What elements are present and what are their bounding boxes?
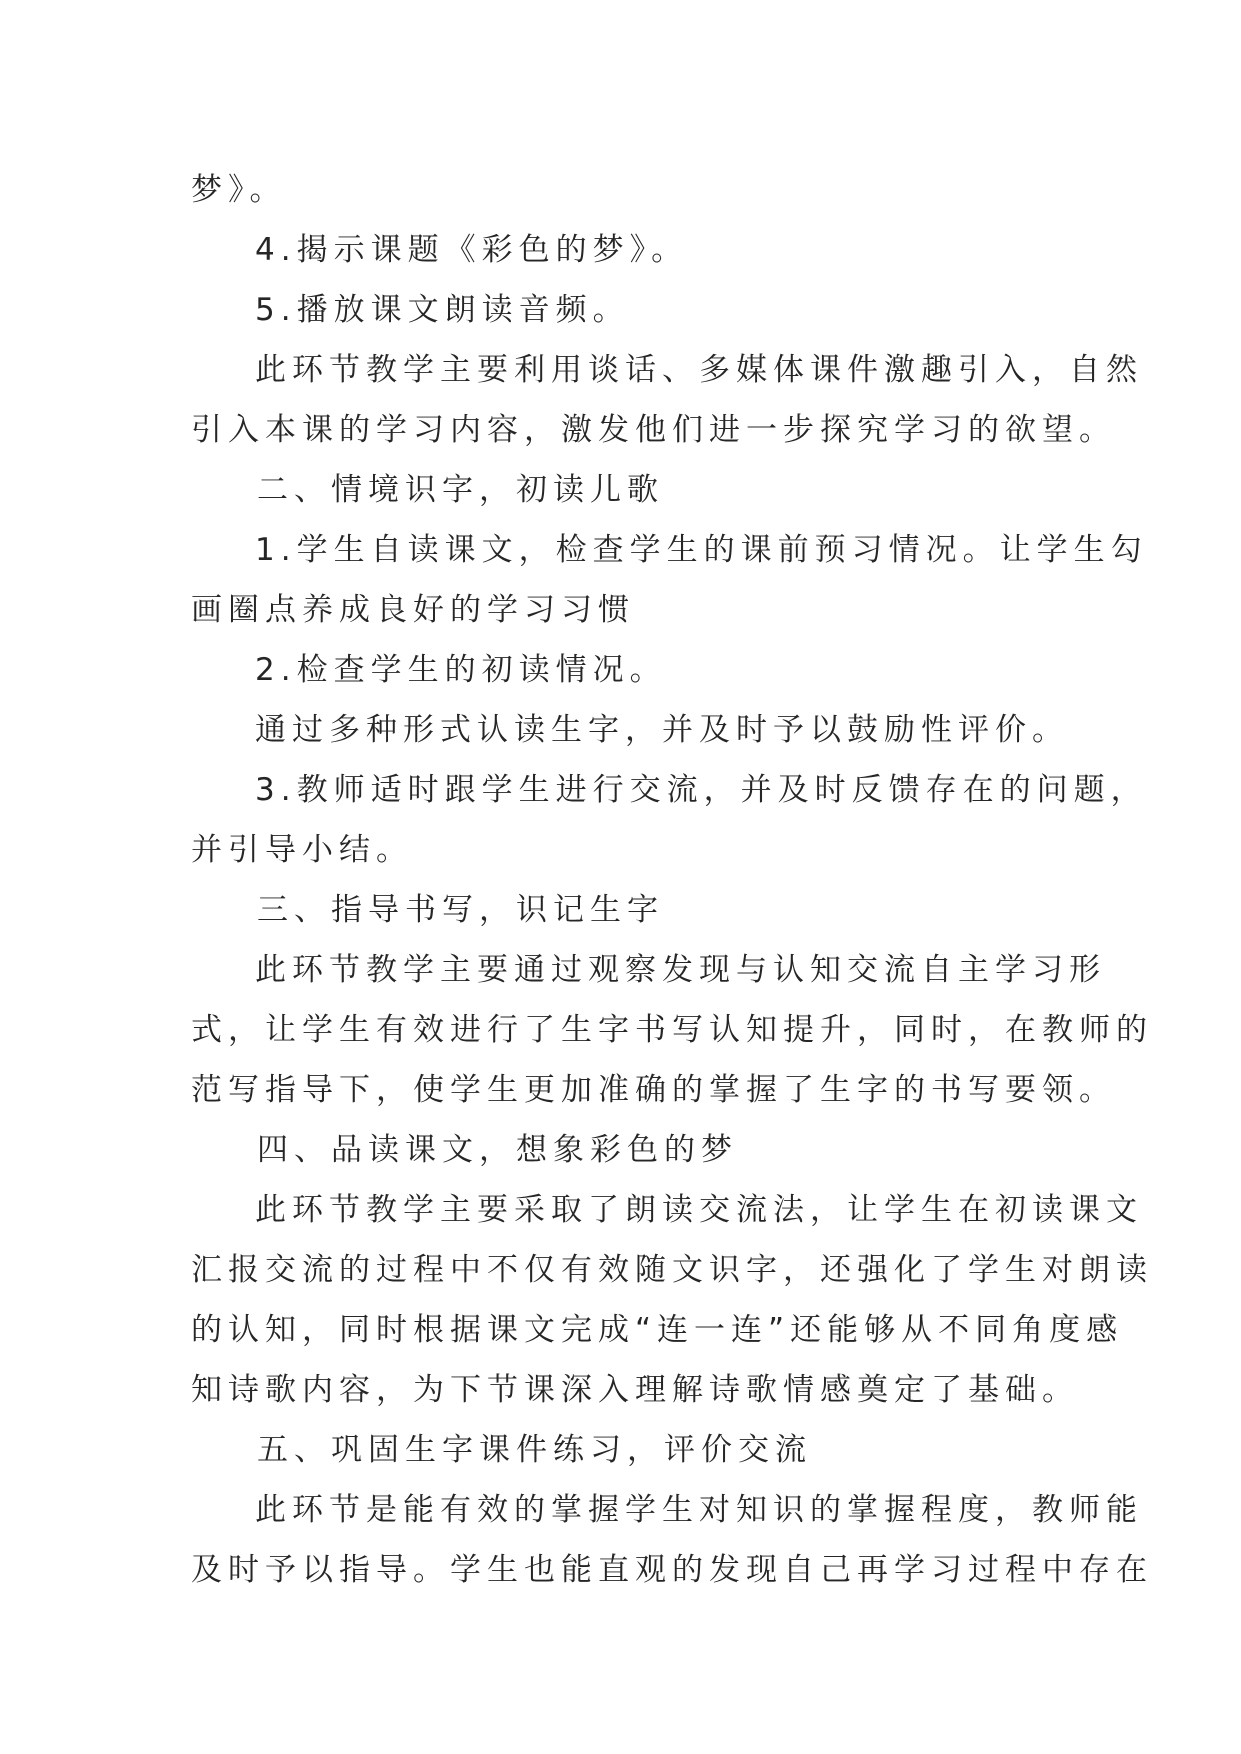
text-line-8: 画圈点养成良好的学习习惯 bbox=[191, 592, 635, 628]
section-heading-4: 四、品读课文，想象彩色的梦 bbox=[257, 1132, 738, 1168]
text-line-5: 引入本课的学习内容，激发他们进一步探究学习的欲望。 bbox=[191, 412, 1116, 448]
text-line-3: 5.播放课文朗读音频。 bbox=[255, 292, 630, 328]
section-heading-3: 三、指导书写，识记生字 bbox=[257, 892, 664, 928]
text-line-10: 通过多种形式认读生字，并及时予以鼓励性评价。 bbox=[255, 712, 1069, 748]
text-line-24: 及时予以指导。学生也能直观的发现自己再学习过程中存在 bbox=[191, 1552, 1153, 1588]
section-heading-5: 五、巩固生字课件练习，评价交流 bbox=[257, 1432, 812, 1468]
text-line-15: 式，让学生有效进行了生字书写认知提升，同时，在教师的 bbox=[191, 1012, 1153, 1048]
text-line-7: 1.学生自读课文，检查学生的课前预习情况。让学生勾 bbox=[255, 532, 1148, 568]
text-line-21: 知诗歌内容，为下节课深入理解诗歌情感奠定了基础。 bbox=[191, 1372, 1079, 1408]
text-line-20: 的认知，同时根据课文完成“连一连”还能够从不同角度感 bbox=[191, 1312, 1124, 1348]
text-line-1: 梦》。 bbox=[191, 172, 287, 208]
text-line-11: 3.教师适时跟学生进行交流，并及时反馈存在的问题， bbox=[255, 772, 1148, 808]
document-body bbox=[191, 160, 1153, 1600]
text-line-19: 汇报交流的过程中不仅有效随文识字，还强化了学生对朗读 bbox=[191, 1252, 1153, 1288]
text-line-16: 范写指导下，使学生更加准确的掌握了生字的书写要领。 bbox=[191, 1072, 1116, 1108]
text-line-2: 4.揭示课题《彩色的梦》。 bbox=[255, 232, 689, 268]
text-line-4: 此环节教学主要利用谈话、多媒体课件激趣引入，自然 bbox=[255, 352, 1143, 388]
text-line-9: 2.检查学生的初读情况。 bbox=[255, 652, 667, 688]
text-line-12: 并引导小结。 bbox=[191, 832, 413, 868]
text-line-14: 此环节教学主要通过观察发现与认知交流自主学习形 bbox=[255, 952, 1106, 988]
section-heading-2: 二、情境识字，初读儿歌 bbox=[257, 472, 664, 508]
text-line-18: 此环节教学主要采取了朗读交流法，让学生在初读课文 bbox=[255, 1192, 1143, 1228]
text-line-23: 此环节是能有效的掌握学生对知识的掌握程度，教师能 bbox=[255, 1492, 1143, 1528]
